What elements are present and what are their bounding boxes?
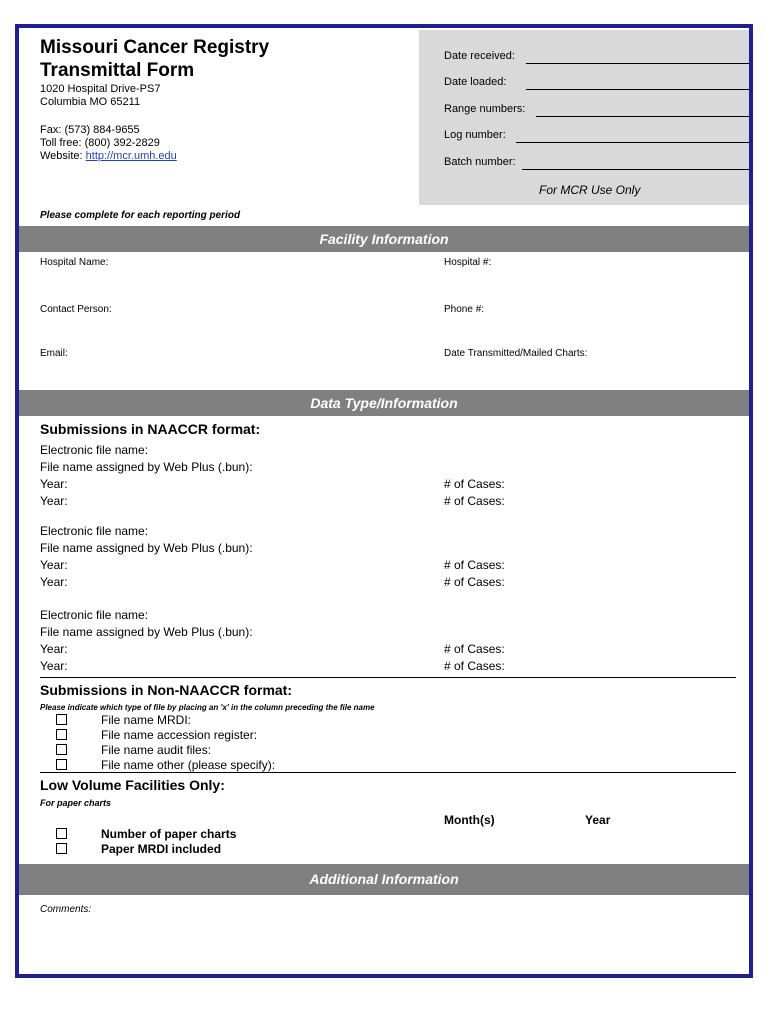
mcr-use-note: For MCR Use Only (539, 183, 641, 197)
mcr-use-box (419, 30, 749, 205)
cases-field[interactable]: # of Cases: (444, 477, 505, 491)
file-option-other: File name other (please specify): (101, 758, 276, 772)
registry-address: 1020 Hospital Drive-PS7 Columbia MO 65211 (40, 83, 161, 108)
cases-field[interactable]: # of Cases: (444, 494, 505, 508)
divider (40, 772, 736, 773)
naaccr-entry-3 (40, 607, 253, 675)
form-title: Missouri Cancer Registry Transmittal Form (40, 37, 270, 81)
electronic-file-name-field[interactable]: Electronic file name: (40, 608, 149, 622)
paper-charts-note: For paper charts (40, 798, 112, 808)
date-transmitted-field[interactable]: Date Transmitted/Mailed Charts: (444, 348, 588, 359)
electronic-file-name-field[interactable]: Electronic file name: (40, 524, 149, 538)
audit-files-checkbox[interactable] (56, 744, 67, 755)
cases-field[interactable]: # of Cases: (444, 642, 505, 656)
hospital-number-field[interactable]: Hospital #: (444, 257, 492, 268)
hospital-name-field[interactable]: Hospital Name: (40, 257, 109, 268)
file-option-mrdi: File name MRDI: (101, 713, 192, 727)
web-plus-file-name-field[interactable]: File name assigned by Web Plus (.bun): (40, 541, 253, 555)
web-plus-file-name-field[interactable]: File name assigned by Web Plus (.bun): (40, 460, 253, 474)
website-link[interactable]: http://mcr.umh.edu (85, 150, 177, 162)
paper-mrdi-checkbox[interactable] (56, 843, 67, 854)
email-field[interactable]: Email: (40, 348, 68, 359)
electronic-file-name-field[interactable]: Electronic file name: (40, 443, 149, 457)
cases-field[interactable]: # of Cases: (444, 659, 505, 673)
other-file-checkbox[interactable] (56, 759, 67, 770)
naaccr-entry-2 (40, 523, 253, 591)
year-field[interactable]: Year: (40, 494, 68, 508)
year-field[interactable]: Year: (40, 477, 68, 491)
year-field[interactable]: Year: (40, 558, 68, 572)
contact-person-field[interactable]: Contact Person: (40, 304, 112, 315)
naaccr-cases-3 (444, 641, 505, 675)
number-of-paper-charts: Number of paper charts (101, 827, 237, 841)
facility-section-header: Facility Information (19, 226, 749, 252)
range-numbers-field[interactable]: Range numbers: (444, 103, 525, 115)
year-field[interactable]: Year: (40, 642, 68, 656)
log-number-field[interactable]: Log number: (444, 129, 506, 141)
file-option-accession-register: File name accession register: (101, 728, 258, 742)
web-plus-file-name-field[interactable]: File name assigned by Web Plus (.bun): (40, 625, 253, 639)
fax-number: Fax: (573) 884-9655 (40, 124, 140, 136)
comments-field[interactable]: Comments: (40, 904, 92, 915)
data-type-section-header: Data Type/Information (19, 390, 749, 416)
non-naaccr-heading: Submissions in Non-NAACCR format: (40, 682, 292, 698)
date-loaded-field[interactable]: Date loaded: (444, 76, 506, 88)
cases-field[interactable]: # of Cases: (444, 575, 505, 589)
paper-charts-checkbox[interactable] (56, 828, 67, 839)
naaccr-entry-1 (40, 442, 253, 510)
toll-free-number: Toll free: (800) 392-2829 (40, 137, 160, 149)
year-field[interactable]: Year: (40, 659, 68, 673)
naaccr-cases-2 (444, 557, 505, 591)
divider (40, 677, 736, 678)
cases-field[interactable]: # of Cases: (444, 558, 505, 572)
low-volume-heading: Low Volume Facilities Only: (40, 777, 225, 793)
naaccr-cases-1 (444, 476, 505, 510)
year-field[interactable]: Year: (40, 575, 68, 589)
additional-section-header: Additional Information (19, 864, 749, 895)
non-naaccr-note: Please indicate which type of file by placing an 'x' in the column preceding the file name (40, 703, 375, 712)
mrdi-checkbox[interactable] (56, 714, 67, 725)
accession-register-checkbox[interactable] (56, 729, 67, 740)
website-label: Website: (40, 150, 86, 162)
naaccr-heading: Submissions in NAACCR format: (40, 421, 261, 437)
months-column-label: Month(s) (444, 813, 495, 827)
file-option-audit-files: File name audit files: (101, 743, 212, 757)
date-received-field[interactable]: Date received: (444, 50, 515, 62)
reporting-period-note: Please complete for each reporting period (40, 210, 241, 221)
year-column-label: Year (585, 813, 611, 827)
phone-field[interactable]: Phone #: (444, 304, 485, 315)
registry-contact (40, 124, 177, 163)
paper-mrdi-included: Paper MRDI included (101, 842, 222, 856)
batch-number-field[interactable]: Batch number: (444, 156, 516, 168)
